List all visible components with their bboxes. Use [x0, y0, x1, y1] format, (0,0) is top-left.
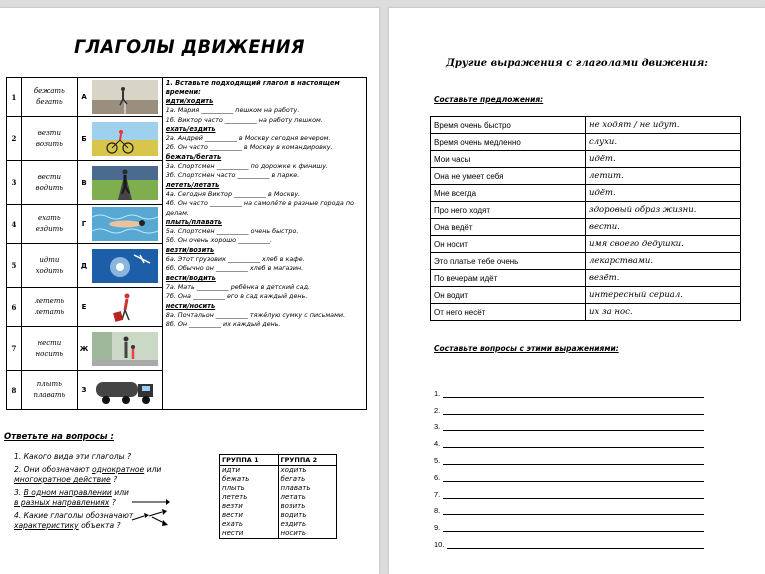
expression-end: идёт.	[586, 151, 741, 168]
expression-end: везёт.	[586, 270, 741, 287]
answer-line	[434, 532, 704, 549]
expression-start: Про него ходят	[431, 202, 586, 219]
question-3-prefix: 3.	[14, 487, 24, 497]
group-row	[220, 484, 337, 493]
row-number: 2	[7, 117, 22, 161]
verb-image-cell	[90, 371, 162, 410]
verb-pair: лететь летать	[21, 288, 77, 327]
answer-line	[434, 398, 704, 415]
answer-line	[434, 499, 704, 516]
question-4-prefix: 4. Какие глаголы обозначают	[14, 510, 134, 520]
expression-end: их за нос.	[586, 304, 741, 321]
expression-row	[431, 304, 741, 321]
question-2-or: или	[144, 464, 162, 474]
expression-start: Время очень медленно	[431, 134, 586, 151]
answer-line-rule[interactable]	[443, 421, 704, 431]
question-1: 1. Какого вида эти глаголы ?	[14, 452, 132, 461]
group-row	[220, 529, 337, 539]
group-2-verb: плавать	[278, 484, 337, 493]
answer-line-number: 3.	[434, 422, 441, 432]
group-1-verb: везти	[220, 502, 279, 511]
image-letter: Ж	[77, 327, 90, 371]
answer-line	[434, 381, 704, 398]
group-1-verb: лететь	[220, 493, 279, 502]
row-number: 4	[7, 205, 22, 244]
image-letter: Б	[77, 117, 90, 161]
image-letter: З	[77, 371, 90, 410]
answer-line	[434, 415, 704, 432]
exercise-cell	[162, 78, 366, 410]
verb-image-cell	[90, 117, 162, 161]
image-letter: Г	[77, 205, 90, 244]
exercise-sentence: 8а. Почтальон __________ тяжёлую сумку с письмами.	[165, 310, 346, 319]
verb-matching-table	[6, 77, 367, 410]
answer-line-rule[interactable]	[443, 438, 704, 448]
exercise-verb-pair: ехать/ездить	[165, 124, 216, 133]
verb-image-cell	[90, 244, 162, 288]
answer-line-rule[interactable]	[443, 388, 704, 398]
expression-end: имя своего дедушки.	[586, 236, 741, 253]
exercise-verb-pair: везти/возить	[165, 245, 215, 254]
expression-end: летит.	[586, 168, 741, 185]
expression-end: идёт.	[586, 185, 741, 202]
verb-pair: бежать бегать	[21, 78, 77, 117]
answer-line-number: 4.	[434, 439, 441, 449]
answer-line-number: 9.	[434, 523, 441, 533]
section-heading-questions: Составьте вопросы с этими выражениями:	[434, 344, 619, 353]
group-2-verb: водить	[278, 511, 337, 520]
person-with-suitcase-icon	[92, 290, 158, 324]
row-number: 8	[7, 371, 22, 410]
expression-end: здоровый образ жизни.	[586, 202, 741, 219]
verb-pair: везти возить	[21, 117, 77, 161]
answer-line	[434, 448, 704, 465]
verb-row	[7, 78, 367, 117]
answer-line-rule[interactable]	[443, 455, 704, 465]
verb-pair: вести водить	[21, 161, 77, 205]
exercise-sentence: 7б. Она __________ его в сад каждый день.	[165, 292, 308, 301]
worksheet-page-2	[389, 8, 765, 574]
expression-start: По вечерам идёт	[431, 270, 586, 287]
exercise-sentence: 2а. Андрей __________ в Москву сегодня вечером.	[165, 134, 331, 143]
expression-end: лекарствами.	[586, 253, 741, 270]
group-1-verb: ехать	[220, 520, 279, 529]
question-2	[14, 465, 204, 486]
exercise-sentence: 1а. Мария __________ пешком на работу.	[165, 106, 300, 115]
worksheet-page-1	[0, 8, 379, 574]
expression-row	[431, 151, 741, 168]
question-4	[14, 511, 204, 532]
question-3-term-b: в разных направлениях	[14, 498, 110, 507]
answer-line-rule[interactable]	[443, 505, 704, 515]
question-4-end: объекта ?	[78, 521, 121, 530]
exercise-verb-pair: лететь/летать	[165, 180, 220, 189]
answer-line-rule[interactable]	[443, 405, 704, 415]
answer-line	[434, 515, 704, 532]
answer-line-number: 7.	[434, 489, 441, 499]
expression-row	[431, 270, 741, 287]
expression-start: Она ведёт	[431, 219, 586, 236]
expression-start: Он водит	[431, 287, 586, 304]
expression-row	[431, 236, 741, 253]
verb-pair: ехать ездить	[21, 205, 77, 244]
exercise-sentence: 4а. Сегодня Виктор __________ в Москву.	[165, 189, 301, 198]
exercise-sentence: 5б. Он очень хорошо __________.	[165, 236, 273, 245]
exercise-sentence: 5а. Спортсмен __________ очень быстро.	[165, 227, 299, 236]
expression-row	[431, 219, 741, 236]
verb-pair: нести носить	[21, 327, 77, 371]
page-title: ГЛАГОЛЫ ДВИЖЕНИЯ	[74, 36, 305, 58]
image-letter: Е	[77, 288, 90, 327]
section-heading-sentences: Составьте предложения:	[434, 95, 544, 104]
question-2-term-a: однократное	[91, 464, 145, 474]
arrows-icon	[130, 496, 170, 526]
answer-line	[434, 431, 704, 448]
exercise-verb-pair: идти/ходить	[165, 97, 214, 105]
group-2-header: ГРУППА 2	[278, 455, 337, 466]
expression-row	[431, 117, 741, 134]
exercise-sentence: 2б. Он часто __________ в Москву в командировку.	[165, 143, 333, 152]
exercise-verb-pair: вести/водить	[165, 273, 216, 282]
expression-end: интересный сериал.	[586, 287, 741, 304]
answer-line-rule[interactable]	[447, 539, 704, 549]
verb-groups-table	[219, 454, 337, 539]
question-2-prefix: 2. Они обозначают	[14, 464, 92, 474]
row-number: 5	[7, 244, 22, 288]
question-3-term-a: В одном направлении	[23, 487, 112, 497]
expression-row	[431, 287, 741, 304]
verb-image-cell	[90, 78, 162, 117]
exercise-sentence: 6б. Обычно он __________ хлеб в магазин.	[165, 264, 304, 273]
expression-end: вести.	[586, 219, 741, 236]
exercise-sentence: 3а. Спортсмен __________ по дорожке к финишу.	[165, 162, 329, 171]
exercise-sentence: 4б. Он часто __________ на самолёте в разные города по делам.	[165, 199, 354, 217]
group-1-verb: нести	[220, 529, 279, 539]
group-row	[220, 520, 337, 529]
image-letter: Д	[77, 244, 90, 288]
verb-image-cell	[90, 205, 162, 244]
questions-block	[4, 432, 204, 534]
group-1-verb: идти	[220, 466, 279, 476]
group-2-verb: бегать	[278, 475, 337, 484]
answer-line-number: 8.	[434, 506, 441, 516]
expression-start: Время очень быстро	[431, 117, 586, 134]
exercise-sentence: 7а. Мать __________ ребёнка в детский сад.	[165, 282, 311, 291]
group-1-header: ГРУППА 1	[220, 455, 279, 466]
exercise-sentence: 1б. Виктор часто __________ на работу пешком.	[165, 115, 323, 124]
question-3-or: или	[111, 487, 129, 497]
exercise-heading: 1. Вставьте подходящий глагол в настоящем времени:	[165, 79, 340, 96]
group-row	[220, 502, 337, 511]
expression-row	[431, 202, 741, 219]
group-2-verb: ходить	[278, 466, 337, 476]
group-row	[220, 475, 337, 484]
expression-start: Он носит	[431, 236, 586, 253]
expression-row	[431, 253, 741, 270]
group-1-verb: бежать	[220, 475, 279, 484]
row-number: 6	[7, 288, 22, 327]
question-4-term: характеристику	[14, 521, 79, 530]
expression-start: От него несёт	[431, 304, 586, 321]
answer-line	[434, 465, 704, 482]
group-2-verb: носить	[278, 529, 337, 539]
group-2-verb: возить	[278, 502, 337, 511]
image-letter: А	[77, 78, 90, 117]
answer-line-number: 2.	[434, 405, 441, 415]
expression-start: Это платье тебе очень	[431, 253, 586, 270]
row-number: 1	[7, 78, 22, 117]
cyclist-in-field-icon	[92, 122, 158, 156]
questions-title: Ответьте на вопросы :	[4, 432, 114, 442]
answer-line-number: 5.	[434, 455, 441, 465]
expression-end: не ходят / не идут.	[586, 117, 741, 134]
answer-line-rule[interactable]	[443, 522, 704, 532]
question-2-end: ?	[110, 475, 118, 484]
exercise-verb-pair: бежать/бегать	[165, 152, 222, 161]
answer-lines	[434, 381, 704, 549]
group-2-verb: ездить	[278, 520, 337, 529]
group-row	[220, 511, 337, 520]
answer-line-number: 1.	[434, 388, 441, 398]
expression-row	[431, 168, 741, 185]
group-2-verb: летать	[278, 493, 337, 502]
answer-line-rule[interactable]	[443, 489, 704, 499]
exercise-sentence: 3б. Спортсмен часто __________ в парке.	[165, 171, 300, 180]
row-number: 7	[7, 327, 22, 371]
group-row	[220, 466, 337, 476]
verb-image-cell	[90, 161, 162, 205]
expression-row	[431, 185, 741, 202]
runner-on-track-icon	[92, 166, 158, 200]
exercise-sentence: 8б. Он __________ их каждый день.	[165, 320, 281, 329]
answer-line-number: 10.	[434, 539, 445, 549]
answer-line-number: 6.	[434, 472, 441, 482]
expression-start: Мне всегда	[431, 185, 586, 202]
exercise-verb-pair: нести/носить	[165, 301, 216, 310]
page-2-title: Другие выражения с глаголами движения:	[445, 58, 708, 69]
expression-row	[431, 134, 741, 151]
expression-start: Мои часы	[431, 151, 586, 168]
expression-end: слухи.	[586, 134, 741, 151]
group-1-verb: вести	[220, 511, 279, 520]
verb-pair: идти ходить	[21, 244, 77, 288]
verb-pair: плыть плавать	[21, 371, 77, 410]
row-number: 3	[7, 161, 22, 205]
group-row	[220, 493, 337, 502]
image-letter: В	[77, 161, 90, 205]
expression-start: Она не умеет себя	[431, 168, 586, 185]
question-3-end: ?	[109, 498, 116, 507]
expressions-table	[430, 116, 741, 321]
tanker-truck-icon	[92, 373, 158, 407]
group-1-verb: плыть	[220, 484, 279, 493]
airplane-in-sky-icon	[92, 249, 158, 283]
question-3	[14, 488, 204, 509]
runner-on-road-icon	[92, 80, 158, 114]
answer-line	[434, 482, 704, 499]
answer-line-rule[interactable]	[443, 472, 704, 482]
verb-image-cell	[90, 327, 162, 371]
mother-with-child-icon	[92, 332, 158, 366]
exercise-verb-pair: плыть/плавать	[165, 217, 222, 226]
swimmer-in-pool-icon	[92, 207, 158, 241]
exercise-sentence: 6а. Этот грузовик __________ хлеб в кафе.	[165, 255, 305, 264]
verb-image-cell	[90, 288, 162, 327]
question-2-term-b: многократное действие	[14, 475, 111, 484]
